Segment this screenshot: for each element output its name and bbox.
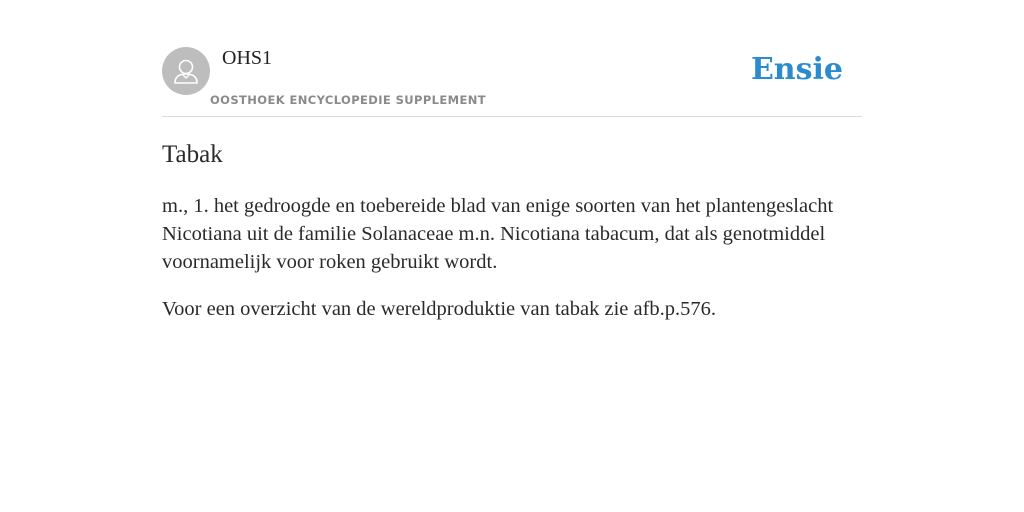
author-name[interactable]: OHS1 <box>222 47 273 69</box>
avatar[interactable] <box>162 47 210 95</box>
reference-paragraph: Voor een overzicht van de wereldproduktie van tabak zie afb.p.576. <box>162 298 717 320</box>
user-icon <box>162 47 210 95</box>
definition-paragraph: m., 1. het gedroogde en toebereide blad van enige soorten van het plantengeslacht Nicotiana uit de familie Solanaceae m.n. Nicotiana tabacum, dat als genotmiddel voornamelijk voor roken gebruikt wordt. <box>162 195 834 273</box>
source-label[interactable]: OOSTHOEK ENCYCLOPEDIE SUPPLEMENT <box>210 93 487 107</box>
entry-title: Tabak <box>162 141 223 168</box>
entry-content <box>162 138 862 323</box>
entry-header <box>162 0 862 117</box>
ensie-logo[interactable]: Ensie <box>750 52 843 87</box>
